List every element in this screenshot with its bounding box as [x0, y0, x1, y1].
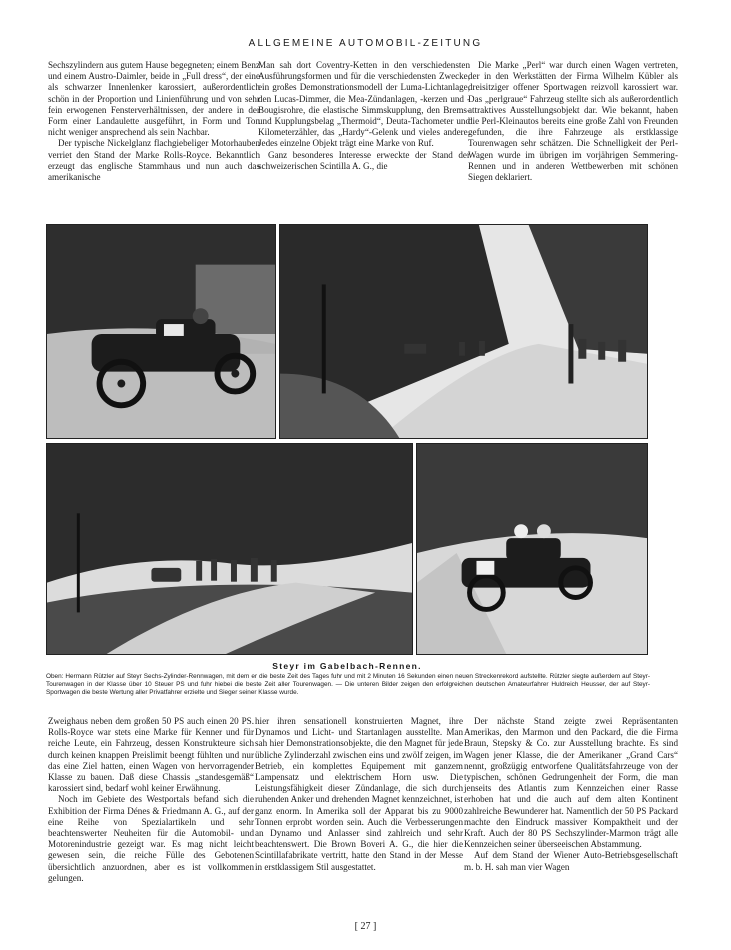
caption-title: Steyr im Gabelbach-Rennen.	[272, 661, 422, 671]
text-column-bottom-right	[464, 716, 678, 873]
text-column-top-middle	[258, 60, 470, 172]
paragraph: Sechszylindern aus gutem Hause begegneten; einem Benz und einem Austro-Daimler, beide in „Full dress“, der eine als schwarzer Innenlenker karossiert, außerordentlich schön in der Proportion und Linienführung und von sehr fein erwogenen Fensterverhältnissen, der andere in der Form einer Landaulette ausgeführt, in Form und Ton nicht weniger ansprechend als sein Nachbar.	[48, 60, 260, 138]
paragraph: hier ihren sensationell konstruierten Magnet, ihre Dynamos und Licht- und Startanlagen ausstellte. Man sah hier Demonstrationsobjekte, die den Magnet für jede übliche Zylinderzahl zwischen eins und zwölf zeigen, im Betrieb, ein komplettes Equipement mit ganzem Lampensatz und elektrischem Horn usw. Die Leistungsfähigkeit dieser Zündanlage, die sich durch ruhenden Anker und drehenden Magnet kennzeichnet, ist ganz enorm. In Amerika soll der Apparat bis zu 9000 Tonnen erprobt worden sein. Auch die Verbesserungen an Dynamo und Anlasser sind zahlreich und sehr beachtenswert. Die Brown Boveri A. G., die hier die Scintillafabrikate vertritt, hatte den Stand in der Messe in erstklassigem Stil ausgestattet.	[255, 716, 463, 872]
page-number: [ 27 ]	[354, 921, 377, 932]
text-column-top-left	[48, 60, 260, 183]
paragraph: Der nächste Stand zeigte zwei Repräsentanten Amerikas, den Marmon und den Packard, die die Firma Braun, Stepsky & Co. zur Ausstellung brachte. Es sind Wagen jener Klasse, die der Amerikaner „Grand Cars“ nennt, großzügig entworfene Qualitätsfahrzeuge von der typischen, schönen Gedrungenheit der Form, die man jenseits des Atlantis zum Kennzeichen einer Rasse erhoben hat und die auch auf dem alten Kontinent zahlreiche Bewunderer hat. Namentlich der 50 PS Packard machte den Eindruck massiver Kompaktheit und der Kraft. Auch der 80 PS Sechszylinder-Marmon trägt alle Kennzeichen seiner überseeischen Abstammung.	[464, 716, 678, 850]
caption-text: Oben: Hermann Rützler auf Steyr Sechs-Zylinder-Rennwagen, mit dem er die beste Zeit des Tages fuhr und mit 2 Minuten 16 Sekunden einen neuen Streckenrekord aufstellte. Rützler siegte außerdem auf Steyr-Tourenwagen in der Klasse über 10 Steuer PS und fuhr hiebei die beste Zeit aller Tourenwagen. — Die unteren Bilder zeigen den erfolgreichen deutschen Amateurfahrer Huldreich Heusser, der auf Steyr-Sportwagen die beste Wertung aller Privatfahrer erzielte und Sieger seiner Klasse wurde.	[46, 673, 650, 697]
paragraph: Der typische Nickelglanz flachgiebeliger Motorhauben verriet den Stand der Marke Rolls-Royce. Bekanntlich erzeugt das englische Stammhaus und nun auch das amerikanische	[48, 138, 260, 183]
running-head: ALLGEMEINE AUTOMOBIL-ZEITUNG	[248, 38, 483, 49]
text-column-bottom-left	[48, 716, 254, 884]
paragraph: Man sah dort Coventry-Ketten in den verschiedensten Ausführungsformen und für die verschiedensten Zwecke, ein großes Demonstrationsmodell der Luma-Lichtanlage, den Lucas-Dimmer, die Mea-Zündanlagen, -kerzen und -Bougisrohre, die elastische Simmskupplung, den Brems- und Kupplungsbelag „Thermoid“, Deuta-Tachometer und Kilometerzähler, das „Hardy“-Gelenk und vieles andere. Jedes einzelne Objekt trägt eine Marke von Ruf.	[258, 60, 470, 149]
text-column-bottom-middle	[255, 716, 463, 873]
race-road-photo-bottom-left	[46, 443, 413, 655]
race-car-photo-top-left	[46, 224, 276, 439]
race-road-photo-top-right	[279, 224, 648, 439]
sports-car-photo-bottom-right	[416, 443, 648, 655]
paragraph: Auf dem Stand der Wiener Auto-Betriebsgesellschaft m. b. H. sah man vier Wagen	[464, 850, 678, 872]
paragraph: Die Marke „Perl“ war durch einen Wagen vertreten, der in den Werkstätten der Firma Wilhelm Kübler als dreisitziger offener Sportwagen reizvoll karossiert war. Das „perlgraue“ Fahrzeug stellte sich als außerordentlich attraktives Ausstellungsobjekt dar. Wie bekannt, haben die Perl-Kleinautos bereits eine große Zahl von Freunden gefunden, die ihre Fahrzeuge als erstklassige Tourenwagen sehr schätzen. Die Schnelligkeit der Perl-Wagen wurde im übrigen im vorjährigen Semmering-Rennen und in anderen Wettbewerben mit schönen Siegen deklariert.	[468, 60, 678, 183]
paragraph: Ganz besonderes Interesse erweckte der Stand der schweizerischen Scintilla A. G., die	[258, 149, 470, 171]
text-column-top-right	[468, 60, 678, 183]
paragraph: Noch im Gebiete des Westportals befand sich die Exhibition der Firma Dénes & Friedmann A. G., auf der eine Reihe von Spezialartikeln und sehr beachtenswerter Neuheiten für die Automobil- und Motorenindustrie gezeigt war. Es mag nicht leicht gewesen sein, die reiche Fülle des Gebotenen übersichtlich anzuordnen, aber es ist vollkommen gelungen.	[48, 794, 254, 883]
paragraph: Zweighaus neben dem großen 50 PS auch einen 20 PS. Rolls-Royce war stets eine Marke für Kenner und für reiche Leute, ein Fahrzeug, dessen Konstrukteure sich durch keinen knappen Preislimit beengt fühlten und nur das eine Ziel hatten, einen Wagen von hervorragender Klasse zu bauen. Daß diese Chassis „standesgemäß“ karossiert sind, bedarf wohl keiner Erwähnung.	[48, 716, 254, 794]
